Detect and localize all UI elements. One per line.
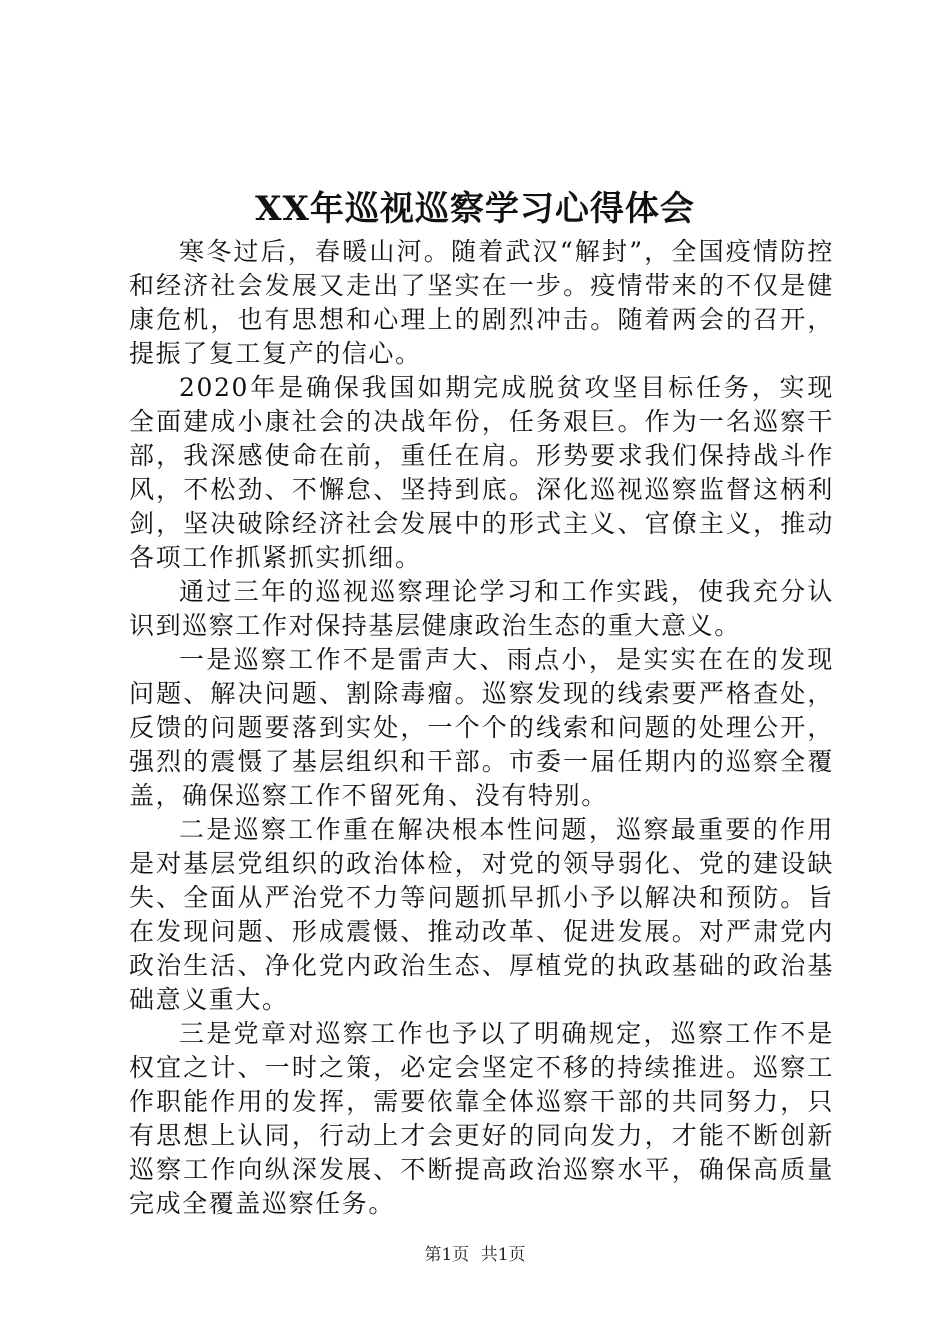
paragraph-2: 2020年是确保我国如期完成脱贫攻坚目标任务，实现全面建成小康社会的决战年份，任务艰巨。作为一名巡察干部，我深感使命在前，重任在肩。形势要求我们保持战斗作风，不松劲、不懈怠、坚持到底。深化巡视巡察监督这柄利剑，坚决破除经济社会发展中的形式主义、官僚主义，推动各项工作抓紧抓实抓细。 xyxy=(129,373,834,572)
page-footer xyxy=(0,1243,950,1267)
paragraph-3: 通过三年的巡视巡察理论学习和工作实践，使我充分认识到巡察工作对保持基层健康政治生态的重大意义。 xyxy=(129,577,834,640)
document-title: XX年巡视巡察学习心得体会 xyxy=(255,189,695,229)
page-number: 第1页 xyxy=(424,1245,470,1265)
paragraph-5: 二是巡察工作重在解决根本性问题，巡察最重要的作用是对基层党组织的政治体检，对党的领导弱化、党的建设缺失、全面从严治党不力等问题抓早抓小予以解决和预防。旨在发现问题、形成震慑、推动改革、促进发展。对严肃党内政治生活、净化党内政治生态、厚植党的执政基础的政治基础意义重大。 xyxy=(129,815,834,1014)
document-body xyxy=(129,235,834,1221)
page-total: 共1页 xyxy=(480,1245,526,1265)
paragraph-1: 寒冬过后，春暖山河。随着武汉“解封”，全国疫情防控和经济社会发展又走出了坚实在一步。疫情带来的不仅是健康危机，也有思想和心理上的剧烈冲击。随着两会的召开，提振了复工复产的信心。 xyxy=(129,237,834,368)
paragraph-6: 三是党章对巡察工作也予以了明确规定，巡察工作不是权宜之计、一时之策，必定会坚定不移的持续推进。巡察工作职能作用的发挥，需要依靠全体巡察干部的共同努力，只有思想上认同，行动上才会更好的同向发力，才能不断创新巡察工作向纵深发展、不断提高政治巡察水平，确保高质量完成全覆盖巡察任务。 xyxy=(129,1019,834,1218)
paragraph-4: 一是巡察工作不是雷声大、雨点小，是实实在在的发现问题、解决问题、割除毒瘤。巡察发现的线索要严格查处，反馈的问题要落到实处，一个个的线索和问题的处理公开，强烈的震慑了基层组织和干部。市委一届任期内的巡察全覆盖，确保巡察工作不留死角、没有特别。 xyxy=(129,645,834,810)
